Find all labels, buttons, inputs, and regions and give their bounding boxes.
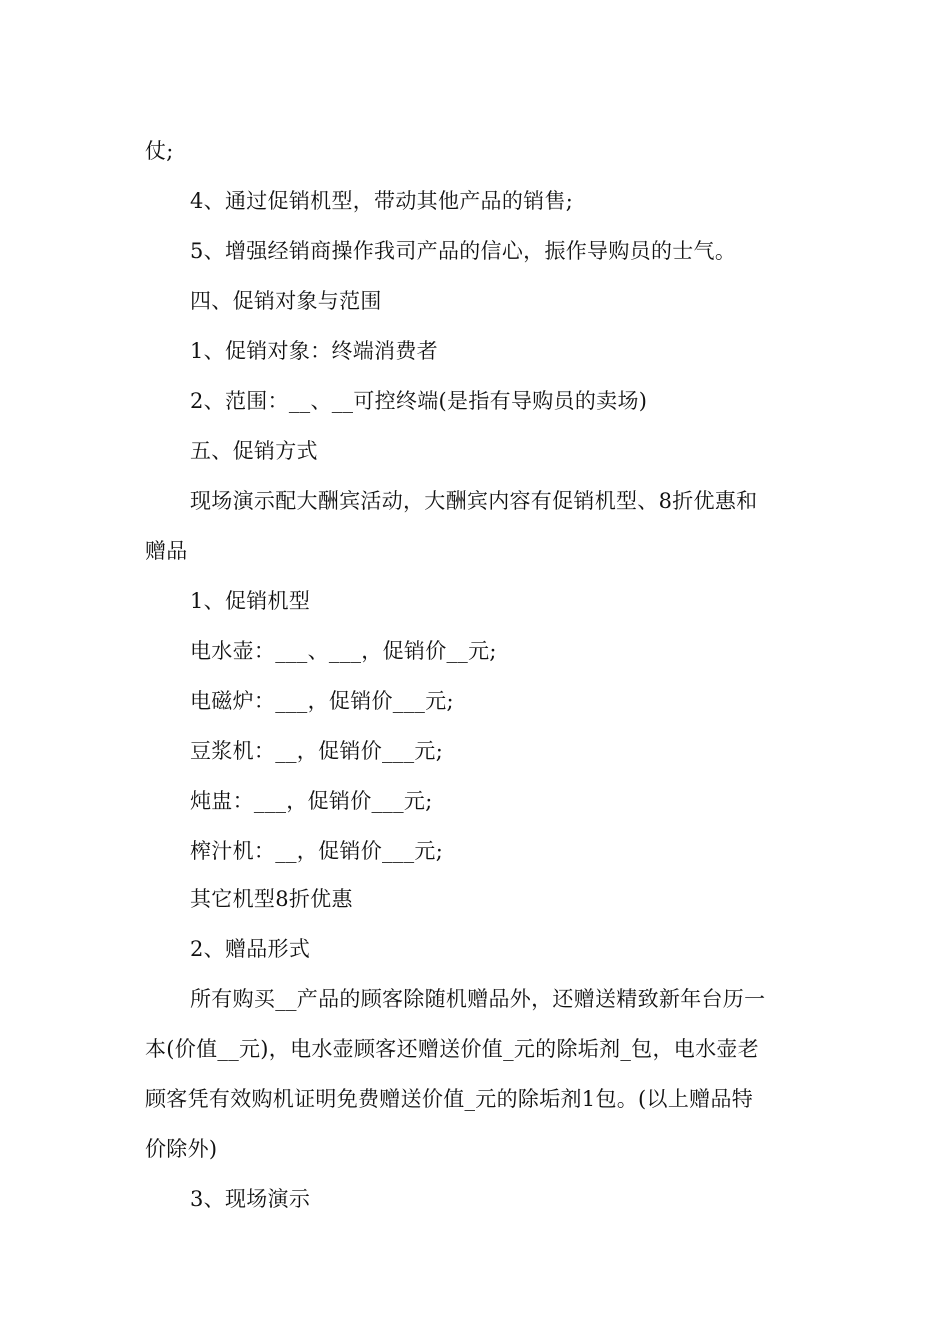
text-line: 现场演示配大酬宾活动，大酬宾内容有促销机型、8折优惠和 [190, 489, 758, 513]
list-item: 电磁炉：___，促销价___元; [190, 689, 454, 713]
text-line: 本(价值__元)，电水壶顾客还赠送价值_元的除垢剂_包，电水壶老 [145, 1037, 759, 1061]
list-item: 电水壶：___、___，促销价__元; [190, 639, 497, 663]
list-item: 炖盅：___，促销价___元; [190, 789, 433, 813]
subsection-heading: 1、促销机型 [190, 589, 311, 613]
text-line: 其它机型8折优惠 [190, 887, 353, 911]
text-line: 1、促销对象：终端消费者 [190, 339, 438, 363]
section-heading: 五、促销方式 [190, 439, 318, 463]
text-line: 仗; [145, 139, 174, 163]
section-heading: 四、促销对象与范围 [190, 289, 382, 313]
text-line: 顾客凭有效购机证明免费赠送价值_元的除垢剂1包。(以上赠品特 [145, 1087, 754, 1111]
text-line: 赠品 [145, 539, 188, 563]
text-line: 价除外) [145, 1137, 218, 1161]
subsection-heading: 2、赠品形式 [190, 937, 311, 961]
list-item: 榨汁机：__，促销价___元; [190, 839, 444, 863]
subsection-heading: 3、现场演示 [190, 1187, 311, 1211]
text-line: 所有购买__产品的顾客除随机赠品外，还赠送精致新年台历一 [190, 987, 766, 1011]
text-line: 4、通过促销机型，带动其他产品的销售; [190, 189, 574, 213]
list-item: 豆浆机：__，促销价___元; [190, 739, 444, 763]
text-line: 5、增强经销商操作我司产品的信心，振作导购员的士气。 [190, 239, 737, 263]
text-line: 2、范围：__、__可控终端(是指有导购员的卖场) [190, 389, 648, 413]
